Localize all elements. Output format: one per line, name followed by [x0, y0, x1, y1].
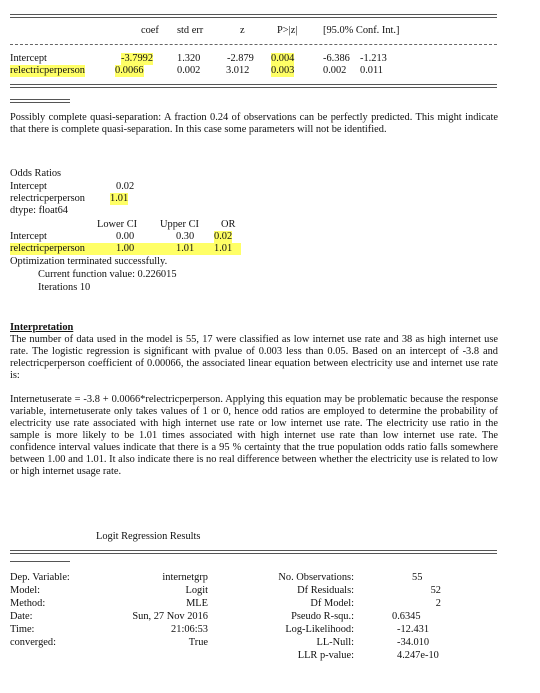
top-rule-1 [10, 14, 497, 15]
interpretation-paragraph-2: Internetuserate = -3.8 + 0.0066*relectricperperson. Applying this equation may be problematic because the response variable, internetuserate only takes values of 1 or 0, hence odd ratios are employed to determine the probability of electricity use rate associated with high internet use rate or low internet use rate. The electricity use ratio in the sample is more likely to be 1.01 times associated with high internet use rate than low internet use rate. The confidence interval values indicate that there is a 95 % certainty that the true population odds ratio falls somewhere between 1.00 and 1.01. It also indicate there is no real difference between whether the electricity use is related to low or high internet usage rate. [10, 394, 498, 477]
p-value: 0.004 [271, 53, 295, 64]
odds-row-name: Intercept [10, 181, 47, 192]
logit-right-value: -34.010 [397, 637, 430, 648]
logit-right-label: Pseudo R-squ.: [291, 611, 354, 622]
logit-left-value: True [188, 637, 208, 648]
z-header: z [240, 25, 245, 36]
coef-bottom-rule-1 [10, 84, 497, 85]
ci-header: [95.0% Conf. Int.] [323, 25, 400, 36]
iterations: Iterations 10 [38, 282, 91, 293]
interpretation-heading: Interpretation [10, 322, 74, 333]
odds-row-name: relectricperperson [10, 193, 85, 204]
logit-left-value: MLE [186, 598, 208, 609]
ci-high-value: 0.011 [360, 65, 383, 76]
coef-bottom-rule-2 [10, 87, 497, 88]
p-value: 0.003 [271, 65, 295, 76]
odds-row-value: 1.01 [110, 193, 129, 204]
coef-value: 0.0066 [115, 65, 144, 76]
logit-right-value: 2 [435, 598, 441, 609]
ci-row-name: relectricperperson [10, 243, 85, 254]
logit-right-label: Df Residuals: [297, 585, 354, 596]
ci-upper-value: 1.01 [176, 243, 195, 254]
coef-row-name: relectricperperson [10, 65, 85, 76]
z-value: -2.879 [227, 53, 254, 64]
logit-left-value: internetgrp [162, 572, 208, 583]
logit-left-label: Model: [10, 585, 41, 596]
quasi-separation-warning: Possibly complete quasi-separation: A fraction 0.24 of observations can be perfectly predicted. This might indicate that there is complete quasi-separation. In this case some parameters will not be identified. [10, 112, 498, 135]
logit-title: Logit Regression Results [96, 531, 201, 542]
logit-top-rule-1 [10, 550, 497, 551]
logit-right-value: 55 [412, 572, 423, 583]
odds-dtype: dtype: float64 [10, 205, 69, 216]
coef-header: coef [141, 25, 159, 36]
short-rule-2 [10, 102, 70, 103]
logit-right-label: LLR p-value: [297, 650, 354, 661]
logit-left-label: Dep. Variable: [10, 572, 70, 583]
interpretation-paragraph-1: The number of data used in the model is 55, 17 were classified as low internet use rate and 38 as high internet use rate. The logistic regression is significant with pvalue of 0.003 less than 0.05. Based on an intercept of -3.8 and relectricperperson coefficient of 0.00066, the associated linear equation between electricity use and internet use rate is: [10, 334, 498, 381]
ci-or-value: 1.01 [214, 243, 233, 254]
odds-ratios-title: Odds Ratios [10, 168, 62, 179]
stderr-value: 1.320 [177, 53, 201, 64]
logit-left-label: Time: [10, 624, 35, 635]
odds-row-value: 0.02 [116, 181, 135, 192]
ci-lower-value: 0.00 [116, 231, 135, 242]
function-value: Current function value: 0.226015 [38, 269, 177, 280]
logit-right-value: 52 [430, 585, 441, 596]
coef-row-name: Intercept [10, 53, 47, 64]
coef-value: -3.7992 [121, 53, 154, 64]
logit-right-value: 4.247e-10 [397, 650, 439, 661]
ci-upper-value: 0.30 [176, 231, 195, 242]
ci-or-value: 0.02 [214, 231, 233, 242]
logit-right-label: Df Model: [310, 598, 354, 609]
coef-header-rule [10, 44, 497, 45]
ci-row-name: Intercept [10, 231, 47, 242]
short-rule-1 [10, 99, 70, 100]
p-header: P>|z| [277, 25, 298, 36]
logit-left-label: Method: [10, 598, 46, 609]
ci-lower-value: 1.00 [116, 243, 135, 254]
logit-short-rule [10, 561, 70, 562]
ci-low-value: -6.386 [323, 53, 350, 64]
z-value: 3.012 [226, 65, 250, 76]
logit-left-label: Date: [10, 611, 33, 622]
upper-ci-header: Upper CI [160, 219, 199, 230]
logit-left-value: Logit [185, 585, 208, 596]
lower-ci-header: Lower CI [97, 219, 138, 230]
top-rule-2 [10, 17, 497, 18]
logit-right-label: No. Observations: [278, 572, 354, 583]
logit-top-rule-2 [10, 553, 497, 554]
logit-right-value: -12.431 [397, 624, 430, 635]
stderr-value: 0.002 [177, 65, 201, 76]
stderr-header: std err [177, 25, 204, 36]
logit-left-label: converged: [10, 637, 56, 648]
logit-right-label: Log-Likelihood: [285, 624, 354, 635]
logit-right-value: 0.6345 [392, 611, 421, 622]
logit-right-label: LL-Null: [316, 637, 354, 648]
ci-high-value: -1.213 [360, 53, 387, 64]
optimization-status: Optimization terminated successfully. [10, 256, 168, 267]
or-header: OR [221, 219, 236, 230]
logit-left-value: Sun, 27 Nov 2016 [132, 611, 208, 622]
logit-left-value: 21:06:53 [171, 624, 208, 635]
ci-low-value: 0.002 [323, 65, 347, 76]
